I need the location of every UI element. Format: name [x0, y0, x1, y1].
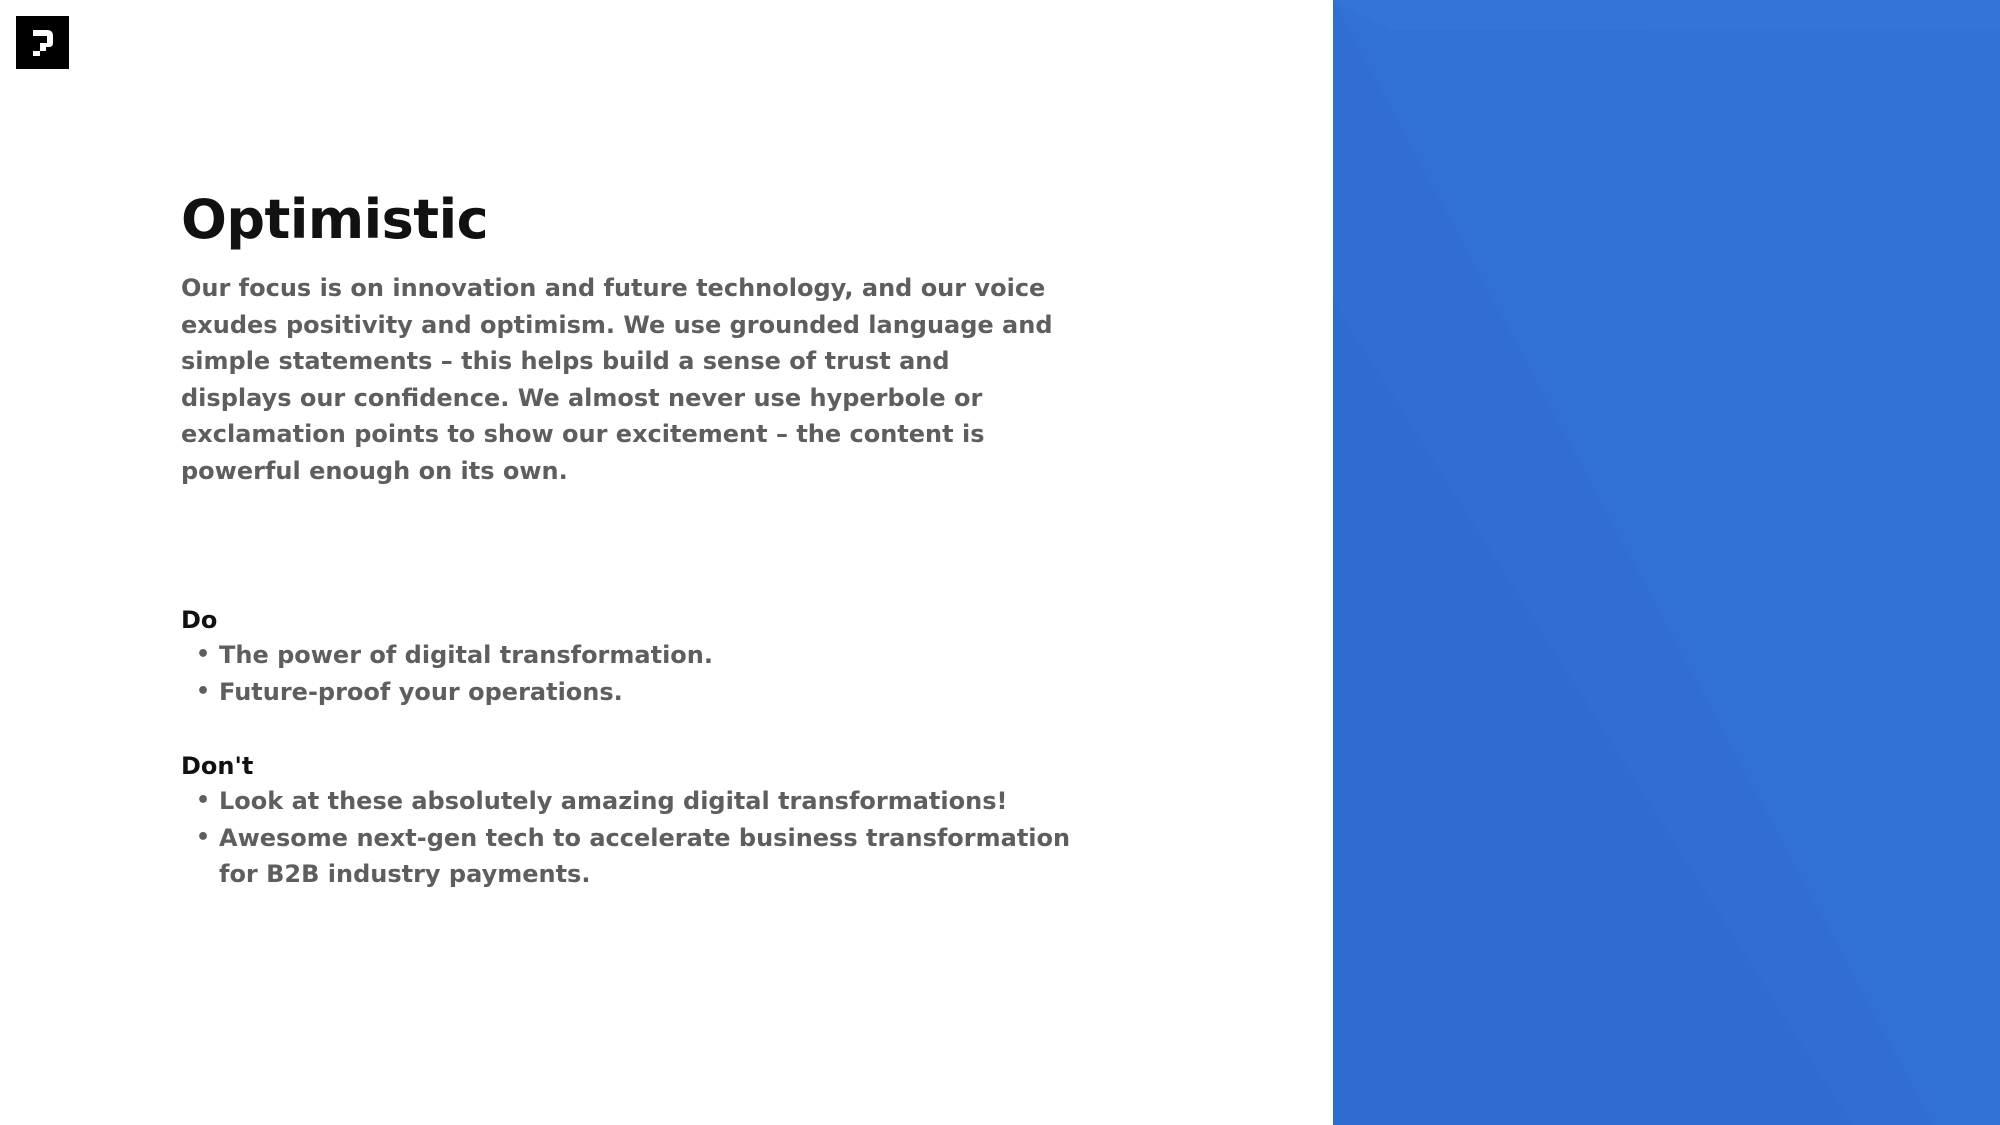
bullet-icon: • — [196, 788, 211, 813]
brand-logo — [16, 16, 69, 69]
dont-section — [181, 749, 1081, 893]
dont-heading: Don't — [181, 752, 254, 780]
decorative-blue-panel — [1333, 0, 2000, 1125]
bullet-icon: • — [196, 678, 211, 704]
dont-item-text: Awesome next-gen tech to accelerate business transformation for B2B industry payments. — [219, 823, 1071, 888]
do-list-item — [181, 637, 1081, 674]
diagonal-shapes-graphic — [1333, 0, 2000, 1125]
description-paragraph: Our focus is on innovation and future technology, and our voice exudes positivity and optimism. We use grounded language and simple statements – this helps build a sense of trust and displays our confidence. We almost never use hyperbole or exclamation points to show our excitement – the content is powerful enough on its own. — [181, 274, 1053, 485]
do-heading: Do — [181, 606, 218, 634]
do-item-text: Future-proof your operations. — [219, 677, 623, 706]
do-list-item — [181, 674, 1081, 711]
logo-mark-icon — [16, 16, 69, 69]
do-section — [181, 603, 1081, 710]
dont-list-item — [181, 783, 1081, 820]
intro-section — [181, 180, 1081, 489]
dont-item-text: Look at these absolutely amazing digital transformations! — [219, 787, 1008, 815]
bullet-icon: • — [196, 824, 211, 850]
page-title: Optimistic — [181, 188, 489, 251]
do-list — [181, 637, 1081, 710]
bullet-icon: • — [196, 642, 211, 667]
dont-list-item — [181, 820, 1079, 893]
dont-list — [181, 783, 1081, 893]
do-item-text: The power of digital transformation. — [219, 641, 713, 669]
